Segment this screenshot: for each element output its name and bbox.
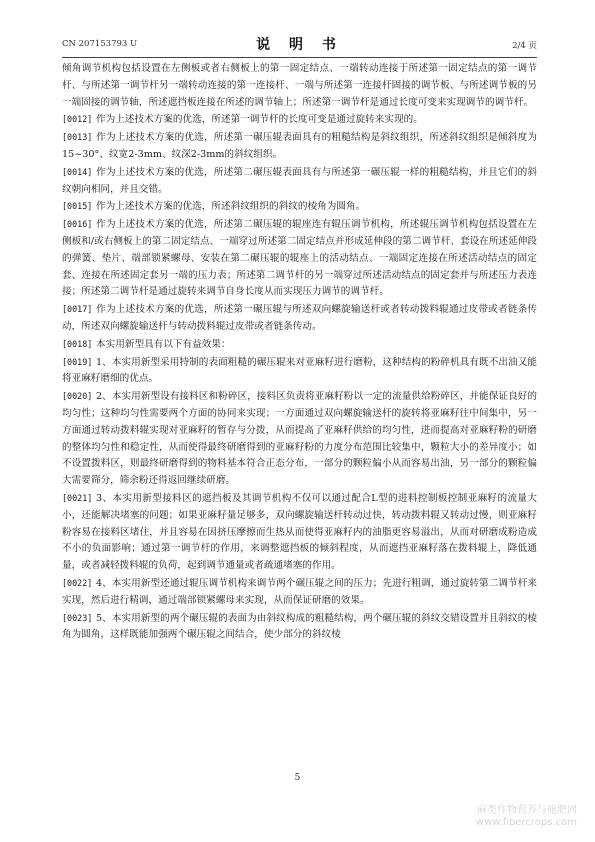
paragraph — [62, 610, 537, 645]
paragraph-number: [0016] — [62, 219, 93, 230]
header-rule — [62, 57, 537, 58]
paragraph-text: 作为上述技术方案的优选，所述第一碾压辊表面具有的粗糙结构是斜纹组织，所述斜纹组织是倾斜度为15~30°、纹宽2-3mm、纹深2-3mm的斜纹组织。 — [62, 132, 537, 160]
watermark-url: www.fibercrops.com — [475, 817, 577, 828]
paragraph — [62, 354, 537, 389]
paragraph-number: [0023] — [62, 612, 93, 623]
paragraph-number: [0019] — [62, 356, 93, 367]
paragraph-number: [0014] — [62, 166, 93, 177]
paragraph-number: [0017] — [62, 304, 93, 315]
paragraph — [62, 111, 537, 129]
document-body — [62, 61, 537, 644]
paragraph — [62, 301, 537, 336]
paragraph-text: 作为上述技术方案的优选，所述第一调节杆的长度可变是通过旋转来实现的。 — [96, 114, 423, 126]
paragraph-number: [0013] — [62, 132, 93, 143]
paragraph-text: 3、本实用新型接料区的遮挡板及其调节机构不仅可以通过配合L型的进料控制板控制亚麻籽的流量大小，还能解决堵塞的问题；如果亚麻籽量足够多，双向螺旋输送杆转动过快，转动拨料辊又转动过慢，则亚麻籽粉容易在接料区堵住，并且容易在因挤压摩擦而生热从而使得亚麻籽内的油脂更容易溢出，从而对研磨成粉造成不小的负面影响；通过第一调节杆的作用，来调整遮挡板的倾斜程度，从而遮挡亚麻籽落在拨料辊上，降低通量，或者减轻拨料辊的负荷，起到调节通量或者疏通堵塞的作用。 — [62, 492, 537, 572]
paragraph-text: 4、本实用新型还通过辊压调节机构来调节两个碾压辊之间的压力；先进行粗调，通过旋转第二调节杆来实现，然后进行精调，通过端部锁紧螺母来实现，从而保证研磨的效果。 — [62, 577, 537, 606]
paragraph — [62, 388, 537, 490]
paragraph — [62, 164, 537, 199]
paragraph-text: 5、本实用新型的两个碾压辊的表面为由斜纹构成的粗糙结构，两个碾压辊的斜纹交错设置并且斜纹的棱角为圆角，这样既能加强两个碾压辊之间结合，使少部分的斜纹棱 — [62, 612, 537, 641]
paragraph — [62, 336, 537, 354]
paragraph-text: 1、本实用新型采用特制的表面粗糙的碾压辊来对亚麻籽进行磨粉，这种结构的粉碎机具有既不出油又能将亚麻籽磨细的优点。 — [62, 356, 537, 385]
paragraph-text: 作为上述技术方案的优选，所述第一碾压辊与所述双向螺旋输送杆或者转动拨料辊通过皮带或者链条传动，所述双向螺旋输送杆与转动拨料辊过皮带或者链条传动。 — [62, 304, 537, 332]
paragraph-text: 本实用新型具有以下有益效果： — [96, 338, 231, 350]
watermark — [476, 805, 577, 829]
paragraph — [62, 575, 537, 610]
page-number: 5 — [294, 773, 301, 783]
page-indicator: 2/4 页 — [512, 41, 537, 51]
paragraph-text: 作为上述技术方案的优选，所述第二碾压辊表面具有与所述第一碾压辊一样的粗糙结构，并且它们的斜纹朝向相同，并且交错。 — [62, 166, 537, 195]
paragraph — [62, 198, 537, 216]
paragraph-text: 作为上述技术方案的优选，所述斜纹组织的斜纹的棱角为圆角。 — [96, 201, 366, 213]
paragraph-number: [0015] — [62, 201, 93, 212]
paragraph-number: [0018] — [62, 338, 93, 349]
paragraph-text: 2、本实用新型设有接料区和粉碎区，接料区负责将亚麻籽粉以一定的流量供给粉碎区，并能保证良好的均匀性；这种均匀性需要两个方面的协同来实现；一方面通过双向螺旋输送杆的旋转将亚麻籽往中间集中，另一方面通过转动拨料辊实现对亚麻籽的暂存与分拨，从而提高了亚麻籽供给的均匀性，进而提高对亚麻籽粉的研磨的整体均匀性和稳定性，从而使得最终研磨得到的亚麻籽粉的力度分布范围比较集中，颗粒大小的差异度小；如不设置拨料区，则最终研磨得到的物料基本符合正态分布，一部分的颗粒偏小从而容易出油，另一部分的颗粒偏大需要筛分，筛余粉还得返回继续研磨。 — [62, 391, 537, 487]
paragraph — [62, 490, 537, 575]
paragraph — [62, 61, 537, 111]
paragraph-number: [0020] — [62, 391, 93, 402]
patent-number: CN 207153793 U — [62, 39, 138, 49]
page-header — [62, 34, 537, 54]
paragraph — [62, 216, 537, 301]
paragraph-number: [0022] — [62, 577, 93, 588]
paragraph-text: 倾角调节机构包括设置在左侧板或者右侧板上的第一固定结点、一端转动连接于所述第一固定结点的第一调节杆、与所述第一调节杆另一端转动连接的第一连接杆、一端与所述第一连接杆固接的调节板、与所述调节板的另一端固接的调节轴，所述遮挡板连接在所述的调节轴上；所述第一调节杆是通过长度可变来实现调节的调节杆。 — [62, 63, 537, 108]
paragraph-number: [0012] — [62, 114, 93, 125]
paragraph — [62, 129, 537, 164]
paragraph-number: [0021] — [62, 492, 93, 503]
watermark-site-name: 麻类作物营养与施肥网 — [477, 805, 577, 816]
paragraph-text: 作为上述技术方案的优选，所述第二碾压辊的辊座连有辊压调节机构，所述辊压调节机构包括设置在左侧板和/或右侧板上的第二固定结点、一端穿过所述第二固定结点并形成延伸段的第二调节杆、套设在所述延伸段的弹簧、垫片、端部锁紧螺母、安装在第二碾压辊的辊座上的活动结点、一端固定连接在所述活动结点的固定套、连接在所述固定套另一端的压力表；所述第二调节杆的另一端穿过所述活动结点的固定套并与所述压力表连接；所述第二调节杆是通过旋转来调节自身长度从而实现压力调节的调节杆。 — [62, 219, 537, 298]
document-title: 说 明 书 — [256, 37, 343, 53]
